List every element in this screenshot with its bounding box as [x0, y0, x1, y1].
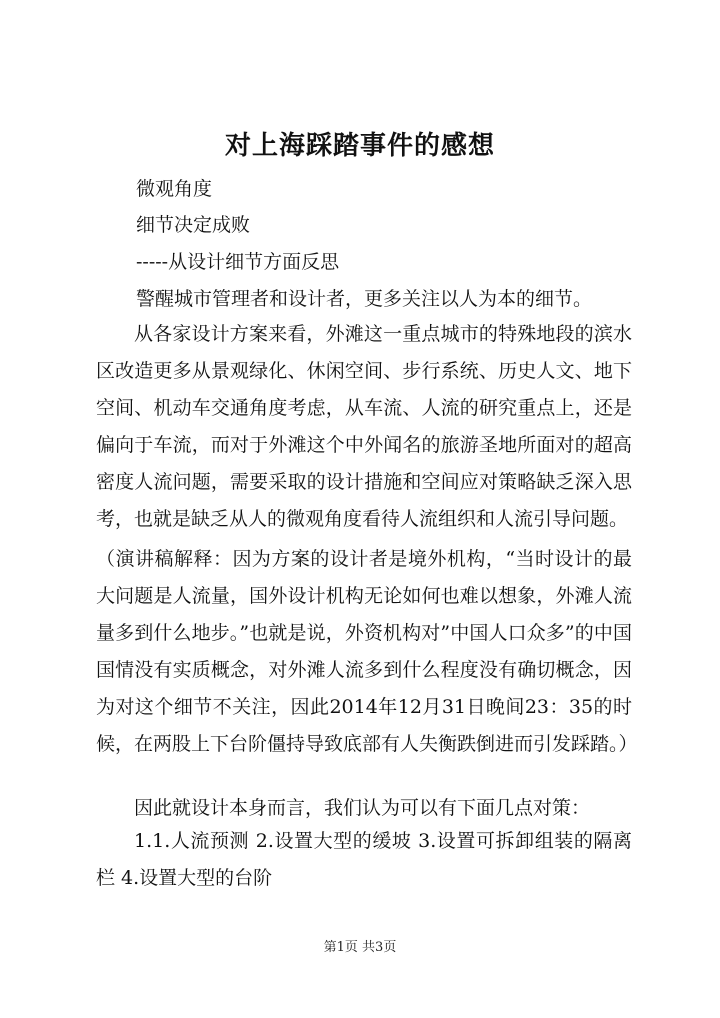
document-title: 对上海踩踏事件的感想: [224, 131, 495, 161]
paragraph-countermeasures-intro: 因此就设计本身而言，我们认为可以有下面几点对策：: [134, 797, 591, 819]
paragraph-speech-explanation: （演讲稿解释：因为方案的设计者是境外机构，“当时设计的最大问题是人流量，国外设计机构无论如何也难以想象，外滩人流量多到什么地步。”也就是说，外资机构对”中国人口众多”的中国国情没有实质概念，对外滩人流多到什么程度没有确切概念，因为对这个细节不关注，因此2014年12月31日晚间23：35的时候，在两股上下台阶僵持导致底部有人失衡跌倒进而引发踩踏。）: [96, 548, 638, 755]
lead-sentence: 警醒城市管理者和设计者，更多关注以人为本的细节。: [136, 288, 593, 310]
paragraph-design-analysis: 从各家设计方案来看，外滩这一重点城市的特殊地段的滨水区改造更多从景观绿化、休闲空间、步行系统、历史人文、地下空间、机动车交通角度考虑，从车流、人流的研究重点上，还是偏向于车流，而对于外滩这个中外闻名的旅游圣地所面对的超高密度人流问题，需要采取的设计措施和空间应对策略缺乏深入思考，也就是缺乏从人的微观角度看待人流组织和人流引导问题。: [96, 323, 632, 530]
page-footer: 第1页 共3页: [323, 940, 397, 955]
paragraph-countermeasures-list: 1.1.人流预测 2.设置大型的缓坡 3.设置可拆卸组装的隔离栏 4.设置大型的台阶: [96, 830, 632, 889]
subtitle-details-matter: 细节决定成败: [136, 214, 251, 236]
subtitle-design-reflection: -----从设计细节方面反思: [136, 251, 340, 273]
subtitle-micro-perspective: 微观角度: [136, 178, 213, 200]
